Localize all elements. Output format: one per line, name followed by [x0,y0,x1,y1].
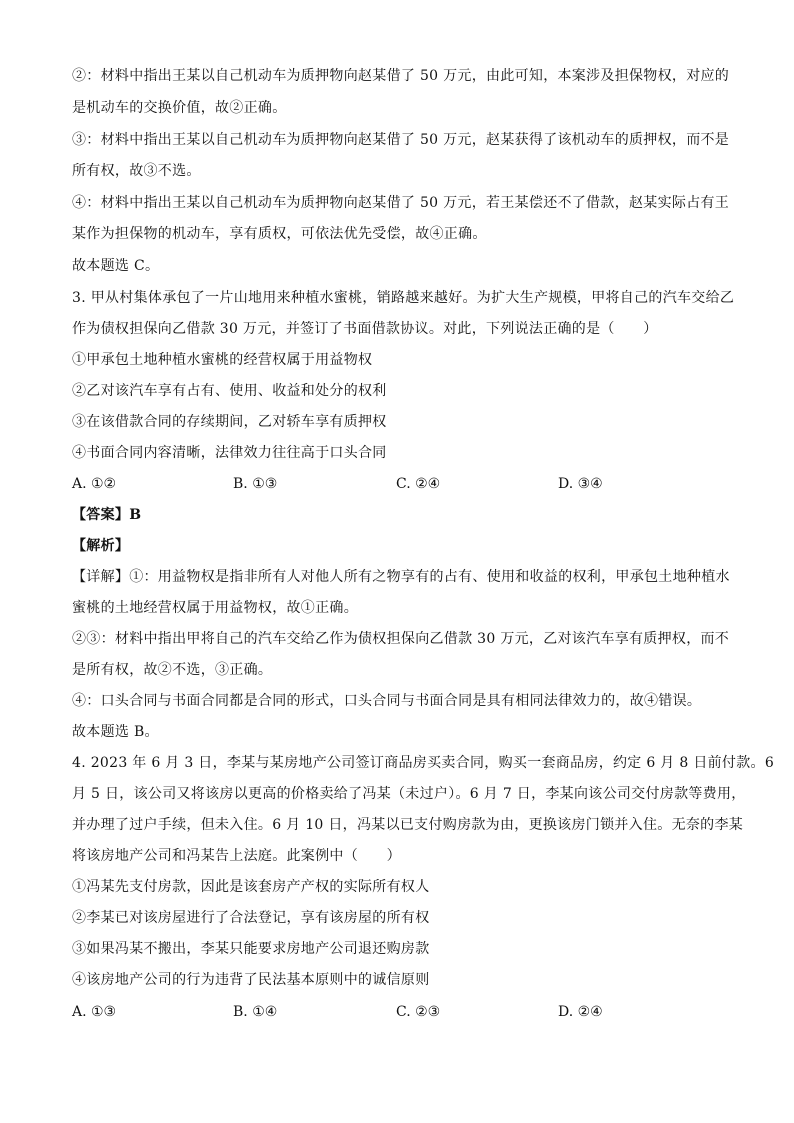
q4-stem-line3: 并办理了过户手续，但未入住。6 月 10 日，冯某以已支付购房款为由，更换该房门锁并入住。无奈的李某 [72,817,744,833]
q3-detail-line2: 蜜桃的土地经营权属于用益物权，故①正确。 [72,600,358,616]
q3-statement-4: ④书面合同内容清晰，法律效力往往高于口头合同 [72,445,387,461]
q3-answer: 【答案】B [72,507,142,523]
q2-analysis-item4-line1: ④：材料中指出王某以自己机动车为质押物向赵某借了 50 万元，若王某偿还不了借款，赵某实际占有王 [72,195,730,211]
q2-analysis-item3-line1: ③：材料中指出王某以自己机动车为质押物向赵某借了 50 万元，赵某获得了该机动车的质押权，而不是 [72,132,730,148]
q4-statement-1: ①冯某先支付房款，因此是该套房产产权的实际所有权人 [72,879,430,895]
q3-detail-line4: 是所有权，故②不选，③正确。 [72,662,273,678]
q4-option-d: D. ②④ [558,1004,603,1020]
q3-option-d: D. ③④ [558,476,603,492]
q4-statement-2: ②李某已对该房屋进行了合法登记，享有该房屋的所有权 [72,910,430,926]
q3-statement-3: ③在该借款合同的存续期间，乙对轿车享有质押权 [72,414,387,430]
q3-stem-line1: 3. 甲从村集体承包了一片山地用来种植水蜜桃，销路越来越好。为扩大生产规模，甲将自己的汽车交给乙 [72,290,735,306]
q4-option-c: C. ②③ [396,1004,441,1020]
q2-analysis-item2-line1: ②：材料中指出王某以自己机动车为质押物向赵某借了 50 万元，由此可知，本案涉及担保物权，对应的 [72,68,730,84]
q4-stem-line4: 将该房地产公司和冯某告上法庭。此案例中（ ） [72,848,401,864]
q4-stem-line1: 4. 2023 年 6 月 3 日，李某与某房地产公司签订商品房买卖合同，购买一套商品房，约定 6 月 8 日前付款。6 [72,755,775,771]
q4-option-b: B. ①④ [233,1004,278,1020]
q4-stem-line2: 月 5 日，该公司又将该房以更高的价格卖给了冯某（未过户）。6 月 7 日，李某向该公司交付房款等费用， [72,786,746,802]
q3-stem-line2: 作为债权担保向乙借款 30 万元，并签订了书面借款协议。对此，下列说法正确的是（ ） [72,321,658,337]
q3-statement-1: ①甲承包土地种植水蜜桃的经营权属于用益物权 [72,352,373,368]
q3-analysis-heading: 【解析】 [72,538,130,554]
q3-option-c: C. ②④ [396,476,441,492]
q3-statement-2: ②乙对该汽车享有占有、使用、收益和处分的权利 [72,383,387,399]
q4-statement-3: ③如果冯某不搬出，李某只能要求房地产公司退还购房款 [72,941,430,957]
q2-conclusion: 故本题选 C。 [72,258,160,274]
q3-option-a: A. ①② [72,476,117,492]
q2-analysis-item3-line2: 所有权，故③不选。 [72,163,201,179]
q4-statement-4: ④该房地产公司的行为违背了民法基本原则中的诚信原则 [72,972,430,988]
q3-conclusion: 故本题选 B。 [72,724,159,740]
q2-analysis-item2-line2: 是机动车的交换价值，故②正确。 [72,100,287,116]
q3-detail-line3: ②③：材料中指出甲将自己的汽车交给乙作为债权担保向乙借款 30 万元，乙对该汽车享有质押权，而不 [72,631,730,647]
q4-option-a: A. ①③ [72,1004,117,1020]
q3-option-b: B. ①③ [233,476,278,492]
q3-detail-line5: ④：口头合同与书面合同都是合同的形式，口头合同与书面合同是具有相同法律效力的，故④错误。 [72,693,702,709]
q2-analysis-item4-line2: 某作为担保物的机动车，享有质权，可依法优先受偿，故④正确。 [72,226,487,242]
q3-detail-line1: 【详解】①：用益物权是指非所有人对他人所有之物享有的占有、使用和收益的权利，甲承包土地种植水 [72,569,730,585]
